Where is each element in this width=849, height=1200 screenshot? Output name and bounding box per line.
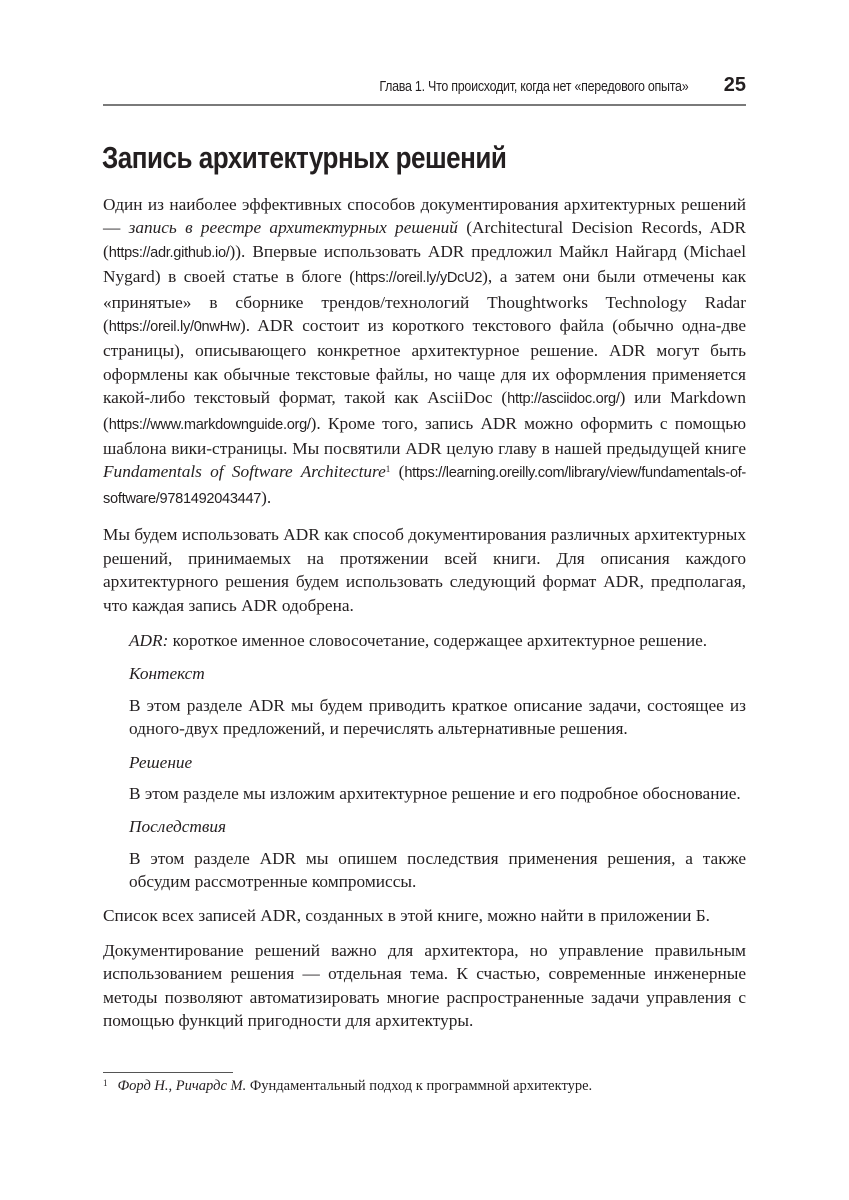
text: (: [390, 462, 405, 482]
adr-format-block: [103, 629, 746, 894]
paragraph-adr-usage: Мы будем использовать ADR как способ документирования различных архитектурных решений, принимаемых на протяжении всей книги. Для описания каждого архитектурного решения будем использовать следующий формат ADR, предполагая, что каждая запись ADR одобрена.: [103, 525, 746, 615]
book-title: Fundamentals of Software Architecture: [103, 462, 386, 482]
text: ).: [261, 487, 272, 507]
adr-desc-decision: В этом разделе мы изложим архитектурное решение и его подробное обоснование.: [129, 783, 741, 803]
link-nygard-blog[interactable]: https://oreil.ly/yDcU2: [354, 270, 483, 287]
link-asciidoc[interactable]: http://asciidoc.org/: [507, 391, 620, 408]
header-rule: [103, 104, 746, 106]
paragraph-intro: [103, 193, 746, 511]
footnote-mark: 1: [103, 1078, 108, 1088]
page-number: 25: [723, 74, 746, 96]
footnote-text: Фундаментальный подход к программной архитектуре.: [246, 1078, 593, 1094]
text: Один из наиболее эффективных способов документирования архитектурных решений —: [103, 195, 746, 238]
text: )). Впервые использовать ADR предложил Майкл Найгард (Michael Nygard) в своей статье в блоге (: [103, 241, 746, 287]
emphasis: запись в реестре архитектурных решений: [128, 218, 458, 238]
adr-title-desc: короткое именное словосочетание, содержащее архитектурное решение.: [168, 630, 708, 650]
adr-term-context: Контекст: [129, 664, 205, 684]
body-text: [103, 193, 746, 1045]
text: ) или Markdown (: [103, 388, 746, 433]
section-title: Запись архитектурных решений: [102, 140, 507, 175]
link-markdown-guide[interactable]: https://www.markdownguide.org/: [108, 416, 311, 433]
text: (Architectural Decision Records, ADR (: [103, 218, 746, 261]
paragraph-governance: Документирование решений важно для архитектора, но управление правильным использованием решения — отдельная тема. К счастью, современные инженерные методы позволяют автоматизировать многие распространенные задачи управления с помощью функций пригодности для архитектуры.: [103, 940, 746, 1031]
link-tech-radar[interactable]: https://oreil.ly/0nwHw: [108, 319, 241, 336]
adr-desc-context: В этом разделе ADR мы будем приводить краткое описание задачи, состоящее из одного-двух предложений, и перечислять альтернативные решения.: [129, 695, 746, 739]
text: ). ADR состоит из короткого текстового файла (обычно одна-две страницы), описывающего конкретное архитектурное решение. ADR могут быть оформлены как обычные текстовые файлы, но чаще для их оформления применяется какой-либо текстовый формат, такой как AsciiDoc (: [103, 316, 746, 408]
adr-label: ADR:: [129, 630, 169, 650]
adr-title-line: [129, 629, 746, 652]
link-adr-github[interactable]: https://adr.github.io/: [108, 244, 230, 261]
adr-desc-consequences: В этом разделе ADR мы опишем последствия применения решения, а также обсудим рассмотренные компромиссы.: [129, 848, 746, 892]
footnote-ref[interactable]: 1: [385, 464, 391, 475]
running-head: Глава 1. Что происходит, когда нет «передового опыта»: [378, 79, 688, 95]
adr-term-decision: Решение: [129, 752, 193, 772]
paragraph-adr-list: Список всех записей ADR, созданных в этой книге, можно найти в приложении Б.: [103, 905, 710, 925]
footnote-rule: [103, 1072, 233, 1073]
footnote-authors: Форд Н., Ричардс М.: [117, 1078, 247, 1094]
text: ), а затем они были отмечены как «принятые» в сборнике трендов/технологий Thoughtworks Technology Radar (: [103, 267, 746, 336]
page-header: [103, 75, 746, 103]
footnote: [103, 1078, 592, 1095]
link-oreilly-book[interactable]: https://learning.oreilly.com/library/view/fundamentals-of-software/9781492043447: [103, 465, 746, 507]
adr-term-consequences: Последствия: [129, 817, 227, 837]
text: ). Кроме того, запись ADR можно оформить с помощью шаблона вики-страницы. Мы посвятили ADR целую главу в нашей предыдущей книге: [103, 413, 746, 459]
